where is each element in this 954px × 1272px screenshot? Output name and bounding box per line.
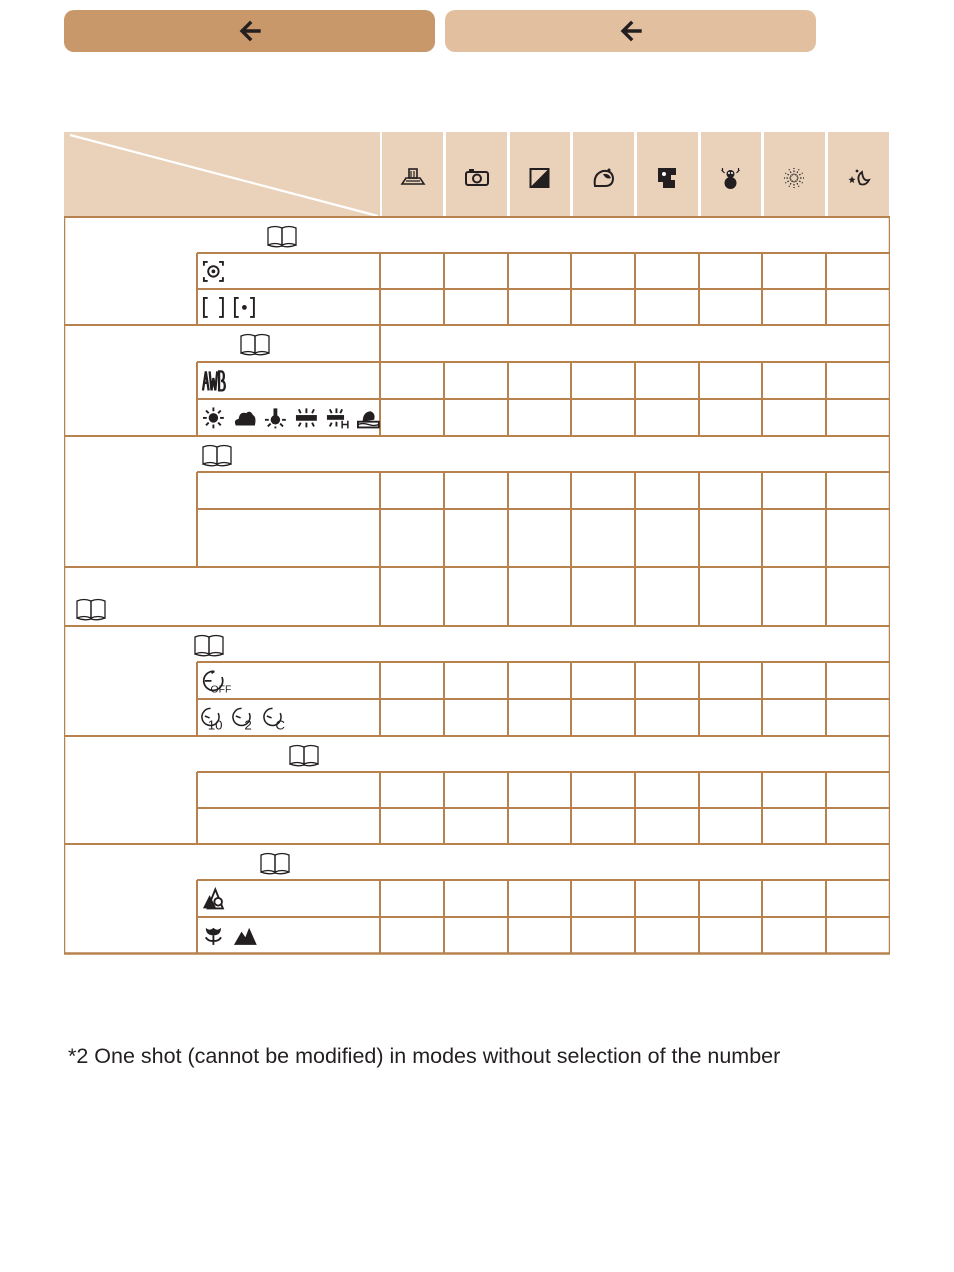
timer-2s-icon xyxy=(233,708,252,732)
book-reference-icon xyxy=(290,746,318,766)
book-reference-icon xyxy=(77,600,105,620)
footnote: *2 One shot (cannot be modified) in modes without selection of the number xyxy=(68,1044,781,1068)
svg-text:OFF: OFF xyxy=(210,684,232,696)
tungsten-icon xyxy=(265,408,286,428)
svg-text:10: 10 xyxy=(207,717,223,733)
timer-off-icon xyxy=(204,671,232,695)
daylight-icon xyxy=(203,407,224,428)
header-column-cell xyxy=(510,132,570,217)
svg-text:2: 2 xyxy=(244,717,252,733)
settings-table xyxy=(64,132,890,955)
svg-text:C: C xyxy=(275,717,286,733)
arrow-left-icon xyxy=(619,19,643,43)
fluorescent-icon xyxy=(296,408,317,427)
timer-custom-icon xyxy=(264,708,285,732)
cloudy-icon xyxy=(235,412,256,426)
book-reference-icon xyxy=(261,854,289,874)
header-column-cell xyxy=(382,132,443,217)
underwater-icon xyxy=(358,411,379,427)
evaluative-metering-icon xyxy=(204,262,223,281)
book-reference-icon xyxy=(268,227,296,247)
next-page-button[interactable] xyxy=(445,10,816,52)
center-weighted-icon xyxy=(204,298,223,317)
previous-page-button[interactable] xyxy=(64,10,435,52)
fluorescent-h-icon xyxy=(327,408,348,428)
timer-10s-icon xyxy=(202,708,223,732)
macro-icon xyxy=(206,928,221,945)
book-reference-icon xyxy=(241,335,269,355)
awb-icon xyxy=(203,371,225,390)
arrow-left-icon xyxy=(238,19,262,43)
book-reference-icon xyxy=(203,446,231,466)
spot-metering-icon xyxy=(235,298,254,317)
book-reference-icon xyxy=(195,636,223,656)
infinity-icon xyxy=(234,928,257,945)
settings-grid xyxy=(64,132,890,955)
normal-focus-icon xyxy=(203,889,223,908)
